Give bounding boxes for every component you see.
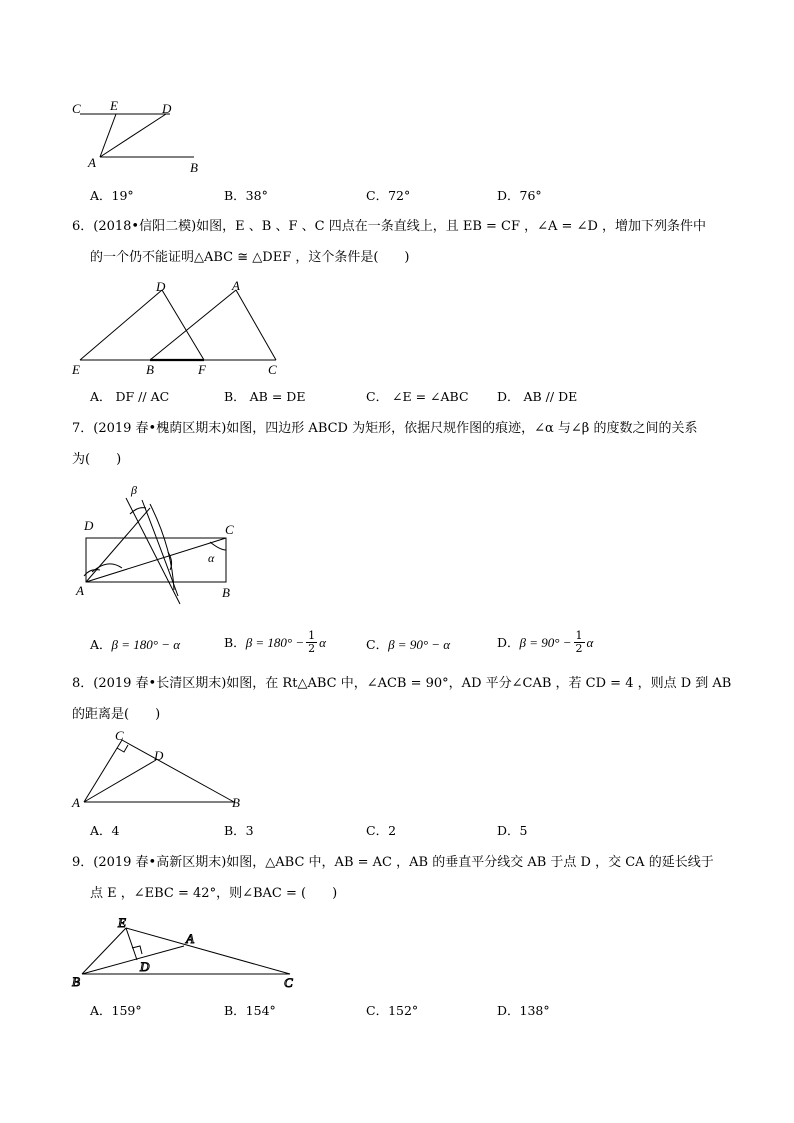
q8-figure — [66, 726, 256, 818]
q7-option-d-fraction — [574, 630, 585, 655]
q6-option-c[interactable]: C． ∠E = ∠ABC — [366, 389, 469, 404]
q5-label-d: D — [162, 101, 172, 116]
q6-option-a[interactable]: A． DF // AC — [90, 389, 170, 404]
q6-option-b[interactable]: B． AB = DE — [224, 389, 306, 404]
q7-option-d[interactable] — [497, 630, 593, 655]
q7-option-c[interactable] — [366, 637, 450, 653]
q7-option-b-prefix: B． — [224, 634, 246, 650]
q9-label-a: A — [186, 931, 194, 946]
q7-label-a: A — [76, 583, 84, 598]
q7-label-alpha: α — [208, 551, 215, 565]
q9-option-d[interactable]: D．138° — [497, 1003, 550, 1018]
q5-option-b[interactable]: B．38° — [224, 188, 268, 203]
q7-option-a-text: β = 180° − α — [111, 637, 181, 652]
q7-label-d: D — [84, 518, 94, 533]
q8-text-line2: 的距离是( ) — [72, 707, 161, 722]
q7-text-line1: 7．(2019 春•槐荫区期末)如图，四边形 ABCD 为矩形，依据尺规作图的痕迹，∠α 与∠β 的度数之间的关系 — [72, 421, 698, 436]
q8-label-d: D — [154, 748, 164, 763]
q7-label-b: B — [222, 585, 230, 600]
q5-option-d[interactable]: D．76° — [497, 188, 542, 203]
q9-option-c[interactable]: C．152° — [366, 1003, 419, 1018]
q9-label-e: E — [118, 915, 126, 930]
q7-option-d-denominator: 2 — [575, 642, 583, 655]
q9-option-a[interactable]: A．159° — [90, 1003, 142, 1018]
q8-label-a: A — [72, 795, 80, 810]
q6-option-d[interactable]: D． AB // DE — [497, 389, 578, 404]
q7-option-a[interactable] — [90, 637, 180, 653]
q5-figure — [66, 96, 216, 176]
q6-text-line2: 的一个仍不能证明△ABC ≅ △DEF ，这个条件是( ) — [90, 250, 410, 265]
q7-text-line2: 为( ) — [72, 452, 122, 467]
q8-option-a[interactable]: A．4 — [90, 823, 120, 838]
q6-label-d: D — [156, 279, 166, 294]
q5-label-e: E — [110, 98, 118, 113]
q5-option-c[interactable]: C．72° — [366, 188, 411, 203]
q9-label-d: D — [140, 959, 150, 974]
q7-figure — [70, 478, 250, 608]
q8-text-line1: 8．(2019 春•长清区期末)如图，在 Rt△ABC 中，∠ACB = 90°，AD 平分∠CAB ，若 CD = 4 ，则点 D 到 AB — [72, 676, 732, 691]
q6-label-b: B — [146, 362, 154, 377]
q7-option-b-fraction — [306, 630, 317, 655]
q7-label-beta: β — [131, 483, 137, 497]
q6-label-c: C — [268, 362, 277, 377]
q7-option-d-left: β = 90° − — [519, 634, 572, 650]
q7-option-b-right: α — [319, 634, 326, 650]
q7-option-b[interactable] — [224, 630, 326, 655]
q7-label-c: C — [225, 522, 234, 537]
q7-option-b-left: β = 180° − — [245, 634, 305, 650]
q6-label-f: F — [198, 362, 206, 377]
q7-option-d-right: α — [586, 634, 594, 650]
q9-option-b[interactable]: B．154° — [224, 1003, 276, 1018]
q6-text-line1: 6．(2018•信阳二模)如图，E 、B 、F 、C 四点在一条直线上，且 EB = CF ，∠A = ∠D ，增加下列条件中 — [72, 219, 707, 234]
q7-option-d-numerator: 1 — [575, 629, 583, 642]
q9-figure — [66, 912, 306, 992]
q7-option-b-numerator: 1 — [308, 629, 316, 642]
q6-label-e: E — [72, 362, 80, 377]
q7-option-c-text: β = 90° − α — [388, 637, 451, 652]
q5-label-c: C — [72, 101, 81, 116]
q7-option-a-prefix: A． — [90, 637, 112, 652]
q5-option-a[interactable]: A．19° — [90, 188, 134, 203]
q7-option-d-prefix: D． — [497, 634, 520, 650]
q8-option-d[interactable]: D．5 — [497, 823, 528, 838]
q9-text-line2: 点 E ，∠EBC = 42°，则∠BAC = ( ) — [90, 886, 338, 901]
q5-label-a: A — [88, 155, 96, 170]
q8-label-c: C — [115, 728, 124, 743]
q7-option-b-denominator: 2 — [308, 642, 316, 655]
q8-label-b: B — [232, 795, 240, 810]
q9-label-c: C — [284, 975, 293, 990]
q6-label-a: A — [232, 278, 240, 293]
q7-option-c-prefix: C． — [366, 637, 389, 652]
q5-label-b: B — [190, 160, 198, 175]
q6-figure — [66, 276, 296, 378]
q8-option-b[interactable]: B．3 — [224, 823, 254, 838]
q8-option-c[interactable]: C．2 — [366, 823, 397, 838]
q9-text-line1: 9．(2019 春•高新区期末)如图，△ABC 中，AB = AC ，AB 的垂直平分线交 AB 于点 D ，交 CA 的延长线于 — [72, 855, 714, 870]
q9-label-b: B — [72, 974, 80, 989]
